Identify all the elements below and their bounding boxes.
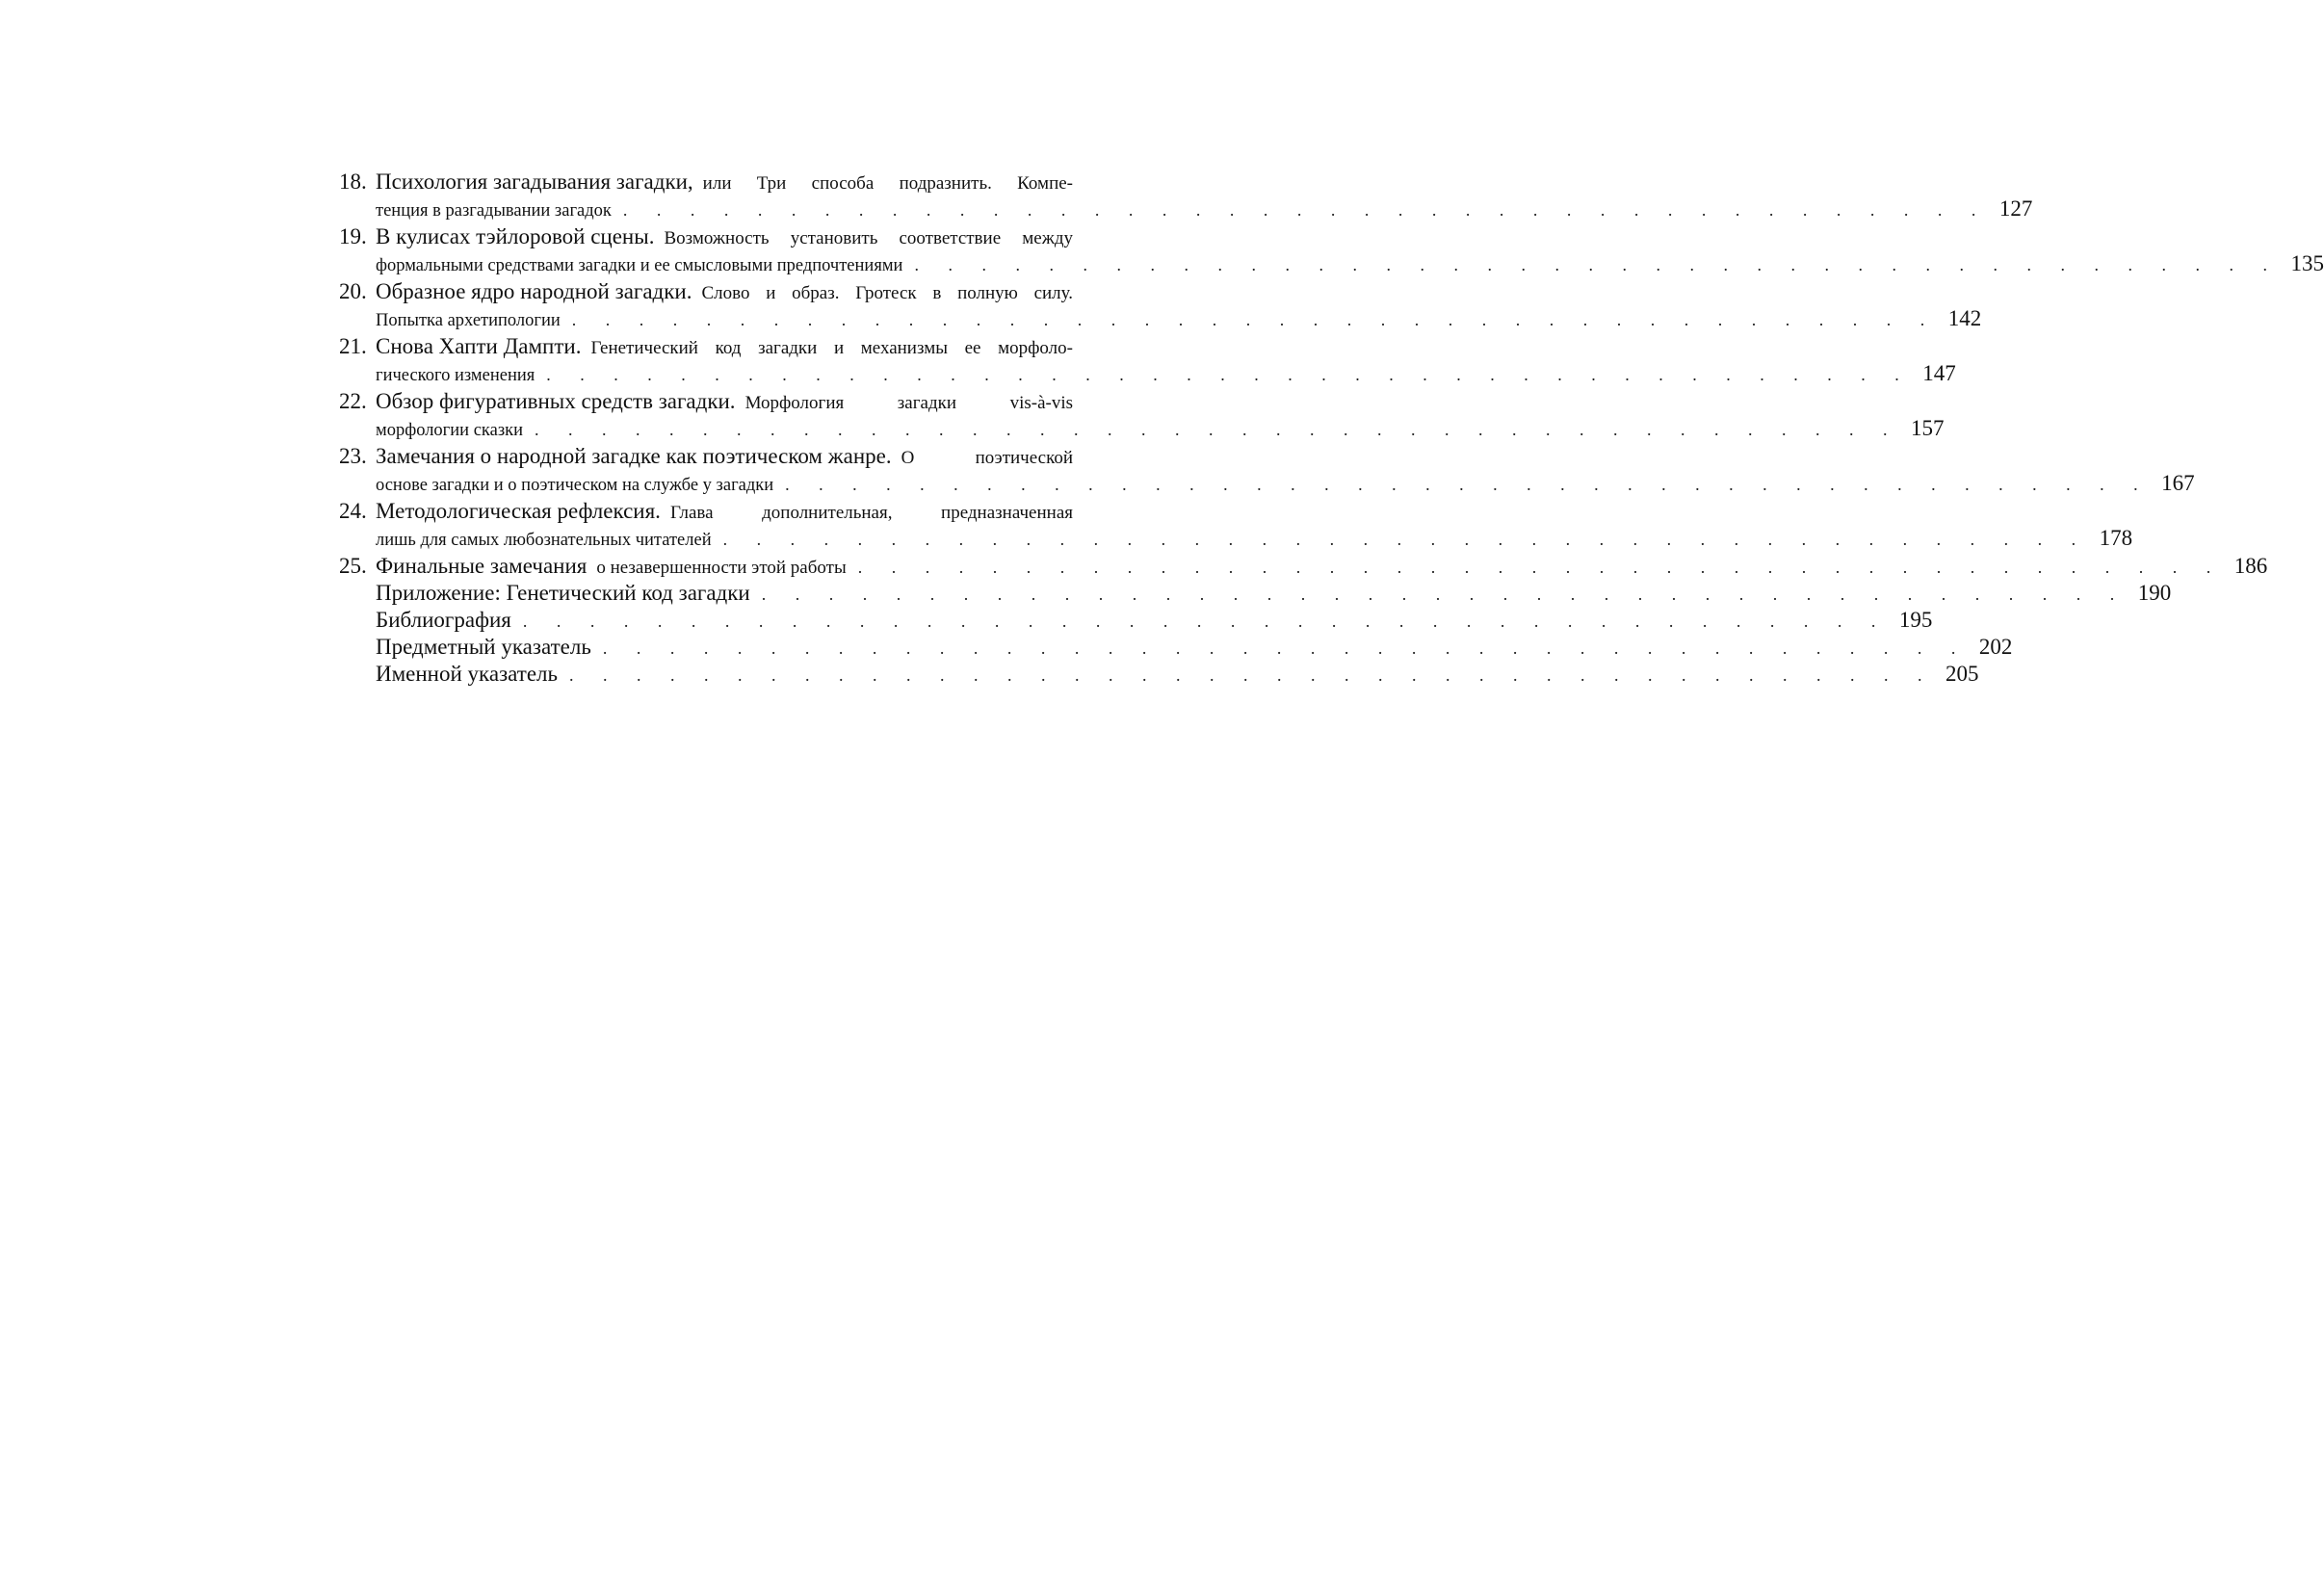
page-number: 142	[1947, 306, 1982, 330]
toc-entry-appendix[interactable]	[339, 581, 2172, 608]
entry-description: Возможность установить соответствие между	[664, 228, 1073, 248]
entry-description: или Три способа подразнить. Компе-	[702, 173, 1073, 194]
entry-title: Замечания о народной загадке как поэтическом жанре.	[376, 444, 892, 468]
toc-entry-name-index[interactable]	[339, 662, 1979, 689]
entry-description-continued: Попытка архетипологии	[376, 311, 561, 330]
entry-title: Образное ядро народной загадки.	[376, 279, 692, 303]
dot-leader: . . . . . . . . . . . . . . . . . . . . . . . . . . . . . . . . . . . . . . . . .	[571, 310, 1938, 329]
dot-leader: . . . . . . . . . . . . . . . . . . . . . . . . . . . . . . . . . . . . . . . . .	[761, 585, 2128, 604]
entry-description: о незавершенности этой работы	[596, 558, 847, 578]
toc-entry-24[interactable]	[339, 499, 2133, 554]
entry-description: Слово и образ. Гротеск в полную силу.	[701, 283, 1073, 303]
entry-title: Обзор фигуративных средств загадки.	[376, 389, 736, 413]
entry-title: Методологическая рефлексия.	[376, 499, 661, 523]
page-number: 147	[1922, 361, 1956, 385]
page-number: 202	[1978, 635, 2013, 659]
dot-leader: . . . . . . . . . . . . . . . . . . . . . . . . . . . . . . . . . . . . . . . . .	[857, 558, 2224, 577]
dot-leader: . . . . . . . . . . . . . . . . . . . . . . . . . . . . . . . . . . . . . . . . .	[622, 200, 1989, 220]
entry-description: Генетический код загадки и механизмы ее морфоло-	[590, 338, 1073, 358]
dot-leader: . . . . . . . . . . . . . . . . . . . . . . . . . . . . . . . . . . . . . . . . .	[785, 475, 2151, 494]
toc-entry-20[interactable]	[339, 279, 1982, 334]
entry-description-continued: морфологии сказки	[376, 421, 524, 440]
entry-number: 18.	[339, 169, 367, 194]
page-number: 127	[1998, 196, 2033, 221]
entry-number: 24.	[339, 499, 367, 523]
toc-entry-subject-index[interactable]	[339, 635, 2013, 662]
table-of-contents	[339, 169, 2324, 689]
page-number: 186	[2233, 554, 2268, 578]
toc-entry-23[interactable]	[339, 444, 2195, 499]
page-number: 157	[1911, 416, 1945, 440]
entry-number: 25.	[339, 554, 367, 578]
dot-leader: . . . . . . . . . . . . . . . . . . . . . . . . . . . . . . . . . . . . . . . . .	[722, 530, 2089, 549]
dot-leader: . . . . . . . . . . . . . . . . . . . . . . . . . . . . . . . . . . . . . . . . .	[569, 665, 1935, 685]
entry-description: Морфология загадки vis-à-vis	[744, 393, 1073, 413]
entry-number: 20.	[339, 279, 367, 303]
page-number: 205	[1945, 662, 1979, 686]
entry-title: Финальные замечания	[376, 554, 588, 578]
entry-title: Именной указатель	[376, 662, 559, 686]
page-number: 195	[1898, 608, 1933, 632]
entry-title: Снова Хапти Дампти.	[376, 334, 582, 358]
toc-entry-21[interactable]	[339, 334, 1956, 389]
entry-number: 21.	[339, 334, 367, 358]
entry-number: 19.	[339, 224, 367, 248]
entry-description-continued: гического изменения	[376, 366, 535, 385]
toc-entry-22[interactable]	[339, 389, 1945, 444]
page-number: 190	[2137, 581, 2172, 605]
entry-title: В кулисах тэйлоровой сцены.	[376, 224, 655, 248]
dot-leader: . . . . . . . . . . . . . . . . . . . . . . . . . . . . . . . . . . . . . . . . .	[914, 255, 2280, 274]
page-number: 135	[2290, 251, 2324, 275]
entry-title: Приложение: Генетический код загадки	[376, 581, 750, 605]
entry-number: 22.	[339, 389, 367, 413]
dot-leader: . . . . . . . . . . . . . . . . . . . . . . . . . . . . . . . . . . . . . . . . .	[546, 365, 1912, 384]
entry-number: 23.	[339, 444, 367, 468]
dot-leader: . . . . . . . . . . . . . . . . . . . . . . . . . . . . . . . . . . . . . . . . .	[535, 420, 1900, 439]
entry-description: Глава дополнительная, предназначенная	[669, 503, 1073, 523]
toc-entry-19[interactable]	[339, 224, 2324, 279]
entry-description-continued: тенция в разгадывании загадок	[376, 201, 612, 221]
entry-title: Предметный указатель	[376, 635, 591, 659]
dot-leader: . . . . . . . . . . . . . . . . . . . . . . . . . . . . . . . . . . . . . . . . .	[522, 612, 1889, 631]
toc-entry-bibliography[interactable]	[339, 608, 1933, 635]
page-number: 167	[2161, 471, 2195, 495]
dot-leader: . . . . . . . . . . . . . . . . . . . . . . . . . . . . . . . . . . . . . . . . .	[602, 639, 1969, 658]
entry-description-continued: формальными средствами загадки и ее смысловыми предпочтениями	[376, 256, 903, 275]
entry-description: О поэтической	[901, 448, 1073, 468]
toc-entry-25[interactable]	[339, 554, 2268, 581]
page-number: 178	[2099, 526, 2133, 550]
entry-description-continued: лишь для самых любознательных читателей	[376, 531, 712, 550]
entry-title: Библиография	[376, 608, 511, 632]
toc-entry-18[interactable]	[339, 169, 2033, 224]
entry-description-continued: основе загадки и о поэтическом на службе у загадки	[376, 476, 774, 495]
entry-title: Психология загадывания загадки,	[376, 169, 693, 194]
